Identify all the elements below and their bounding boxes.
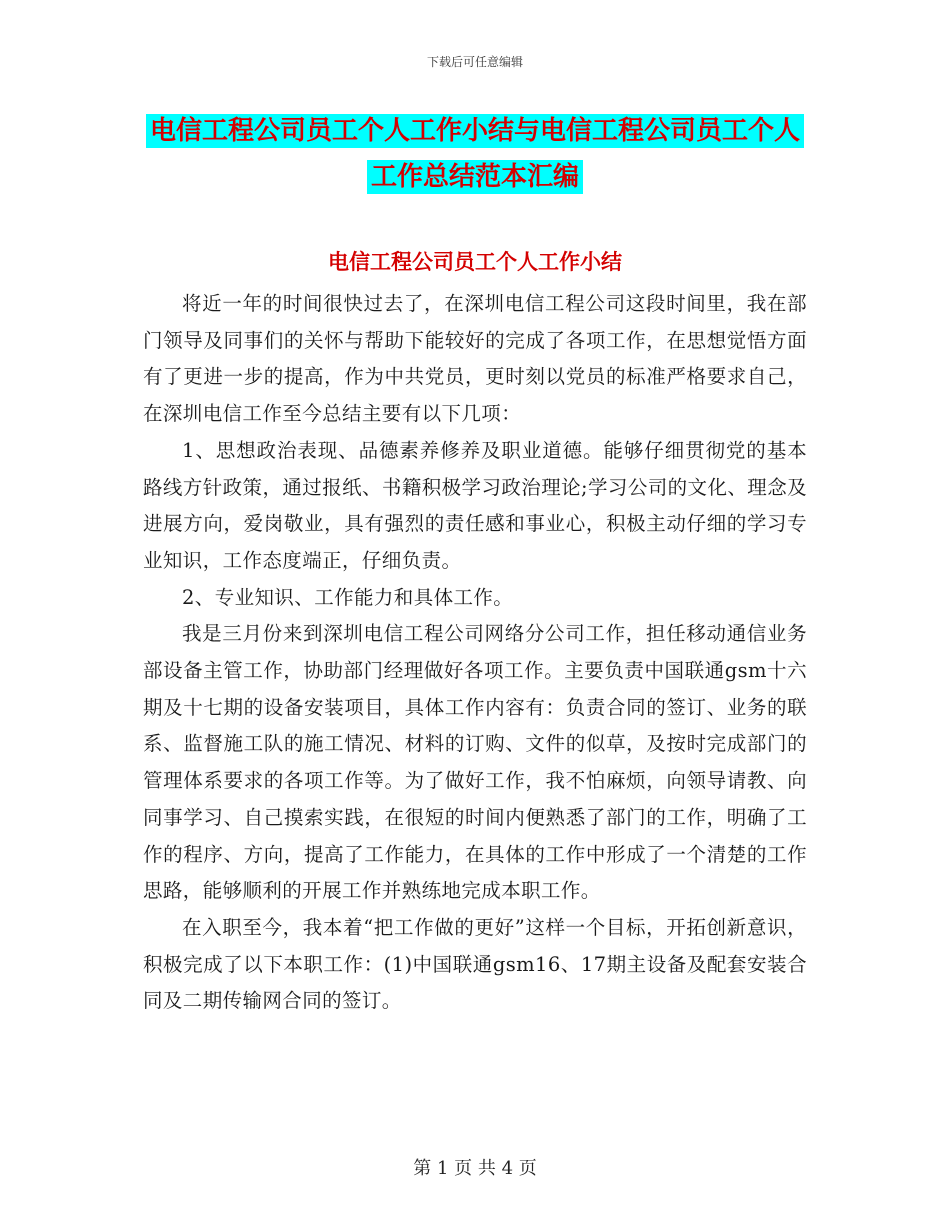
body-paragraph: 在入职至今，我本着“把工作做的更好”这样一个目标，开拓创新意识，积极完成了以下本职工作：(1)中国联通gsm16、17期主设备及配套安装合同及二期传输网合同的签订。 [143, 915, 807, 1013]
body-paragraph: 我是三月份来到深圳电信工程公司网络分公司工作，担任移动通信业务部设备主管工作，协助部门经理做好各项工作。主要负责中国联通gsm十六期及十七期的设备安装项目，具体工作内容有：负责合同的签订、业务的联系、监督施工队的施工情况、材料的订购、文件的似草，及按时完成部门的管理体系要求的各项工作等。为了做好工作，我不怕麻烦，向领导请教、向同事学习、自己摸索实践，在很短的时间内便熟悉了部门的工作，明确了工作的程序、方向，提高了工作能力，在具体的工作中形成了一个清楚的工作思路，能够顺利的开展工作并熟练地完成本职工作。 [143, 622, 807, 903]
body-paragraph: 将近一年的时间很快过去了，在深圳电信工程公司这段时间里，我在部门领导及同事们的关怀与帮助下能较好的完成了各项工作，在思想觉悟方面有了更进一步的提高，作为中共党员，更时刻以党员的标准严格要求自己，在深圳电信工作至今总结主要有以下几项： [143, 292, 807, 426]
document-title-text: 电信工程公司员工个人工作小结与电信工程公司员工个人工作总结范本汇编 [146, 114, 804, 194]
body-paragraph: 1、思想政治表现、品德素养修养及职业道德。能够仔细贯彻党的基本路线方针政策，通过报纸、书籍积极学习政治理论;学习公司的文化、理念及进展方向，爱岗敬业，具有强烈的责任感和事业心，积极主动仔细的学习专业知识，工作态度端正，仔细负责。 [143, 438, 807, 572]
body-paragraph: 2、专业知识、工作能力和具体工作。 [182, 585, 514, 609]
section-heading: 电信工程公司员工个人工作小结 [328, 249, 622, 274]
document-title [140, 108, 810, 200]
page-footer: 第 1 页 共 4 页 [413, 1158, 537, 1179]
header-note: 下载后可任意编辑 [426, 55, 523, 69]
document-body [143, 286, 807, 1020]
